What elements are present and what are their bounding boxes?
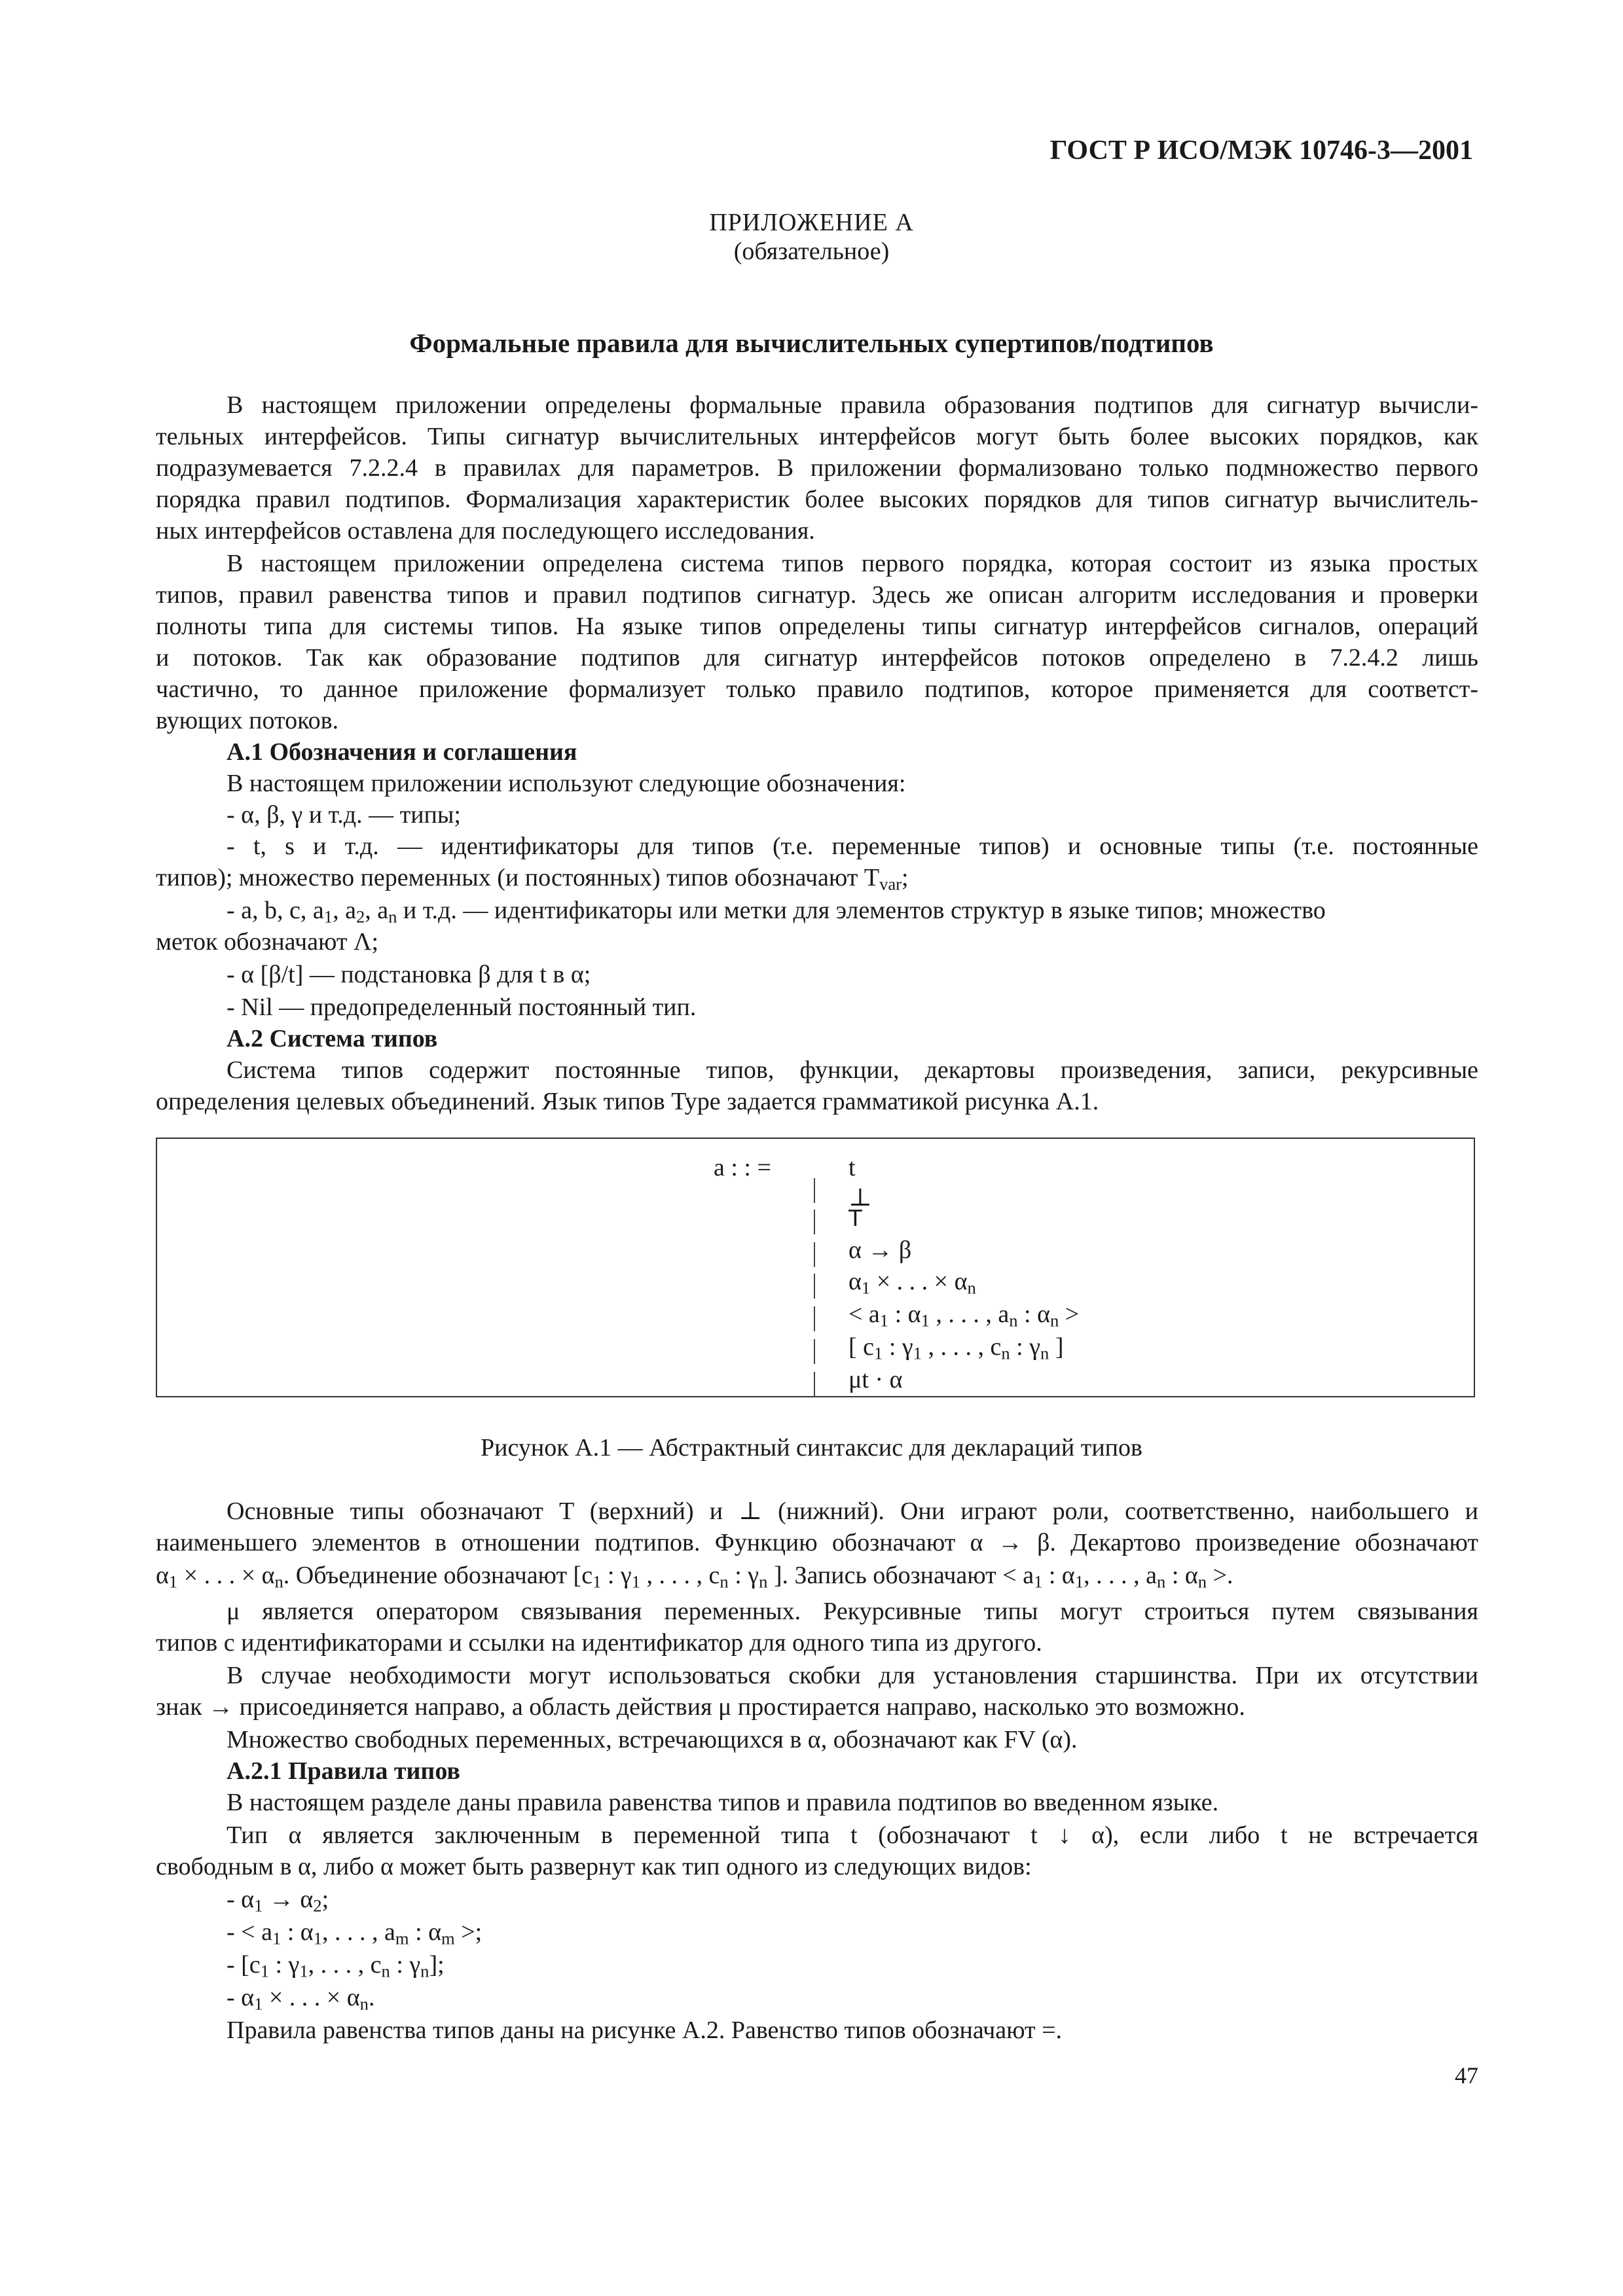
text-line: В настоящем приложении определены формальные правила образования подтипов для сигнатур вычисли-: [227, 391, 1478, 419]
a1-item-nil: - Nil — предопределенный постоянный тип.: [227, 994, 697, 1021]
subscript: 1: [1074, 1571, 1084, 1592]
main-title: Формальные правила для вычислительных супертипов/подтипов: [409, 328, 1214, 358]
text-span: типов); множество переменных (и постоянных) типов обозначают T: [156, 864, 880, 891]
section-heading-a2: А.2 Система типов: [227, 1025, 438, 1052]
subscript: n: [967, 1278, 976, 1298]
after-p1-line-2: наименьшего элементов в отношении подтипов. Функцию обозначают α → β. Декартово произведение обозначают: [156, 1529, 1478, 1556]
subscript: n: [420, 1961, 429, 1981]
alternative-bar: [814, 1242, 815, 1267]
a21-form-union: [227, 1949, 1549, 1981]
alternative-bar: [814, 1339, 815, 1364]
alternative-bar: [814, 1274, 815, 1299]
after-p1-line-3: [156, 1560, 1478, 1591]
subscript: n: [388, 906, 397, 927]
text-span: : α: [888, 1300, 921, 1328]
a2-line-1: Система типов содержит постоянные типов, функции, декартовы произведения, записи, рекурсивные: [227, 1056, 1478, 1084]
after-p1-line-1: Основные типы обозначают T (верхний) и ⊥ (нижний). Они играют роли, соответственно, наибольшего и: [227, 1498, 1478, 1525]
alternative-bar: [814, 1372, 815, 1397]
subscript: n: [1157, 1571, 1166, 1592]
grammar-rule-bottom: ⊥: [848, 1184, 872, 1211]
text-span: , . . . , c: [640, 1562, 720, 1589]
text-span: ];: [429, 1951, 445, 1979]
text-span: × . . . × α: [870, 1268, 968, 1295]
page-number: 47: [1455, 2062, 1478, 2089]
text-span: ;: [321, 1886, 329, 1913]
after-p3-line-2: знак → присоединяется направо, а область действия μ простирается направо, насколько это возможно.: [156, 1693, 1245, 1721]
after-p4: Множество свободных переменных, встречающихся в α, обозначают как FV (α).: [227, 1726, 1078, 1753]
text-span: .: [368, 1984, 375, 2011]
a21-para-line-2: свободным в α, либо α может быть развернут как тип одного из следующих видов:: [156, 1853, 1032, 1880]
a1-item-types: - α, β, γ и т.д. — типы;: [227, 801, 461, 829]
a1-item-identifiers-cont: [156, 862, 1478, 893]
text-span: , . . . , a: [929, 1300, 1010, 1328]
subscript: 1: [913, 1343, 922, 1363]
text-span: ;: [902, 864, 909, 891]
a1-item-substitution: - α [β/t] — подстановка β для t в α;: [227, 961, 591, 988]
subscript: n: [1009, 1310, 1018, 1331]
subscript: var: [879, 874, 902, 894]
text-span: , a: [333, 897, 356, 924]
text-span: → α: [263, 1886, 314, 1913]
subscript: 1: [861, 1278, 871, 1298]
annex-note: (обязательное): [733, 238, 890, 265]
text-span: ]: [1049, 1333, 1064, 1361]
a21-para-line-1: Тип α является заключенным в переменной типа t (обозначают t ↓ α), если либо t не встречается: [227, 1821, 1478, 1849]
subscript: n: [274, 1571, 283, 1592]
text-line: ных интерфейсов оставлена для последующего исследования.: [156, 517, 815, 545]
text-span: α: [848, 1268, 862, 1295]
a21-form-record: [227, 1916, 1549, 1948]
standard-header: ГОСТ Р ИСО/МЭК 10746-3—2001: [1049, 135, 1473, 166]
text-span: - < a: [227, 1918, 272, 1946]
text-line: полноты типа для системы типов. На языке типов определены типы сигнатур интерфейсов сигналов, операций: [156, 613, 1478, 640]
text-span: : γ: [268, 1951, 300, 1979]
text-line: вующих потоков.: [156, 707, 339, 734]
section-heading-a21: А.2.1 Правила типов: [227, 1757, 460, 1785]
grammar-rule-top: T: [848, 1206, 862, 1232]
text-span: ]. Запись обозначают < a: [767, 1562, 1034, 1589]
text-line: порядка правил подтипов. Формализация характеристик более высоких порядков для типов сигнатур вычислитель-: [156, 486, 1478, 513]
alternative-bar: [814, 1178, 815, 1203]
subscript: m: [395, 1928, 409, 1948]
a1-item-identifiers: - t, s и т.д. — идентификаторы для типов (т.е. переменные типов) и основные типы (т.е. постоянные: [227, 833, 1478, 860]
subscript: 1: [593, 1571, 602, 1592]
grammar-rule-recursive: μt · α: [848, 1366, 903, 1393]
text-span: : γ: [1010, 1333, 1041, 1361]
text-span: < a: [848, 1300, 880, 1328]
a2-line-2: определения целевых объединений. Язык типов Type задается грамматикой рисунка А.1.: [156, 1088, 1099, 1115]
text-span: : α: [409, 1918, 442, 1946]
text-span: : α: [281, 1918, 314, 1946]
a21-closing: Правила равенства типов даны на рисунке А.2. Равенство типов обозначают =.: [227, 2017, 1063, 2044]
alternative-bar: [814, 1210, 815, 1234]
subscript: n: [381, 1961, 390, 1981]
grammar-rule-record: [848, 1299, 1079, 1330]
grammar-rule-union: [848, 1331, 1063, 1363]
text-span: . Объединение обозначают [c: [283, 1562, 593, 1589]
grammar-lhs: a : : =: [714, 1154, 771, 1181]
text-span: , . . . , a: [322, 1918, 395, 1946]
after-p3-line-1: В случае необходимости могут использоваться скобки для установления старшинства. При их отсутствии: [227, 1662, 1478, 1689]
subscript: 1: [272, 1928, 282, 1948]
subscript: n: [1001, 1343, 1010, 1363]
a21-form-product: [227, 1982, 1549, 2013]
text-span: , . . . , c: [308, 1951, 382, 1979]
subscript: 1: [631, 1571, 641, 1592]
section-heading-a1: А.1 Обозначения и соглашения: [227, 738, 577, 766]
text-span: - a, b, c, a: [227, 897, 324, 924]
text-line: подразумевается 7.2.2.4 в правилах для параметров. В приложении формализовано только подмножество первого: [156, 454, 1478, 482]
text-span: , . . . , a: [1084, 1562, 1158, 1589]
a1-item-labels: [227, 895, 1549, 926]
subscript: 2: [356, 906, 365, 927]
subscript: 1: [254, 1994, 263, 2014]
grammar-figure-box: [156, 1138, 1475, 1397]
text-span: >.: [1207, 1562, 1233, 1589]
text-span: и т.д. — идентификаторы или метки для элементов структур в языке типов; множество: [397, 897, 1326, 924]
grammar-rule-var: t: [848, 1154, 856, 1181]
subscript: n: [720, 1571, 729, 1592]
after-p2-line-1: μ является оператором связывания переменных. Рекурсивные типы могут строиться путем связывания: [227, 1598, 1478, 1625]
text-span: - α: [227, 1984, 255, 2011]
grammar-rule-function: α → β: [848, 1236, 912, 1264]
figure-caption: Рисунок А.1 — Абстрактный синтаксис для деклараций типов: [481, 1434, 1142, 1462]
text-line: типов, правил равенства типов и правил подтипов сигнатур. Здесь же описан алгоритм исследования и проверки: [156, 581, 1478, 609]
subscript: n: [359, 1994, 369, 2014]
subscript: 1: [299, 1961, 308, 1981]
subscript: 1: [1034, 1571, 1043, 1592]
text-span: >: [1059, 1300, 1080, 1328]
subscript: 1: [313, 1928, 323, 1948]
subscript: 1: [260, 1961, 269, 1981]
subscript: n: [1040, 1343, 1049, 1363]
text-span: - [c: [227, 1951, 261, 1979]
text-span: × . . . × α: [177, 1562, 275, 1589]
text-span: α: [156, 1562, 169, 1589]
text-line: В настоящем приложении определена система типов первого порядка, которая состоит из языка простых: [227, 550, 1478, 577]
text-span: : γ: [883, 1333, 913, 1361]
grammar-rule-product: [848, 1266, 976, 1297]
text-line: тельных интерфейсов. Типы сигнатур вычислительных интерфейсов могут быть более высоких порядков, как: [156, 423, 1478, 450]
text-span: >;: [454, 1918, 483, 1946]
text-span: : α: [1042, 1562, 1075, 1589]
subscript: 1: [879, 1310, 889, 1331]
text-span: : γ: [728, 1562, 759, 1589]
subscript: 1: [874, 1343, 883, 1363]
a1-lead: В настоящем приложении используют следующие обозначения:: [227, 770, 906, 797]
alternative-bar: [814, 1306, 815, 1331]
text-span: × . . . × α: [263, 1984, 360, 2011]
subscript: 1: [254, 1895, 263, 1916]
text-span: : α: [1165, 1562, 1198, 1589]
subscript: m: [441, 1928, 455, 1948]
a21-form-function: [227, 1884, 1549, 1915]
subscript: n: [1197, 1571, 1207, 1592]
subscript: n: [1050, 1310, 1059, 1331]
annex-title: ПРИЛОЖЕНИЕ А: [709, 209, 914, 236]
text-span: , a: [365, 897, 389, 924]
text-span: : γ: [390, 1951, 421, 1979]
text-span: : γ: [601, 1562, 632, 1589]
text-span: , . . . , c: [921, 1333, 1002, 1361]
text-line: и потоков. Так как образование подтипов для сигнатур интерфейсов потоков определено в 7.2.4.2 лишь: [156, 644, 1478, 672]
subscript: 1: [168, 1571, 178, 1592]
text-span: - α: [227, 1886, 255, 1913]
subscript: 1: [921, 1310, 930, 1331]
text-span: : α: [1017, 1300, 1050, 1328]
text-line: частично, то данное приложение формализует только правило подтипов, которое применяется для соответст-: [156, 675, 1478, 703]
subscript: 1: [323, 906, 333, 927]
text-span: [ c: [848, 1333, 875, 1361]
after-p2-line-2: типов с идентификаторами и ссылки на идентификатор для одного типа из другого.: [156, 1629, 1042, 1657]
a21-lead: В настоящем разделе даны правила равенства типов и правила подтипов во введенном языке.: [227, 1789, 1219, 1816]
a1-item-labels-cont: меток обозначают Λ;: [156, 928, 379, 956]
subscript: n: [759, 1571, 768, 1592]
subscript: 2: [313, 1895, 322, 1916]
